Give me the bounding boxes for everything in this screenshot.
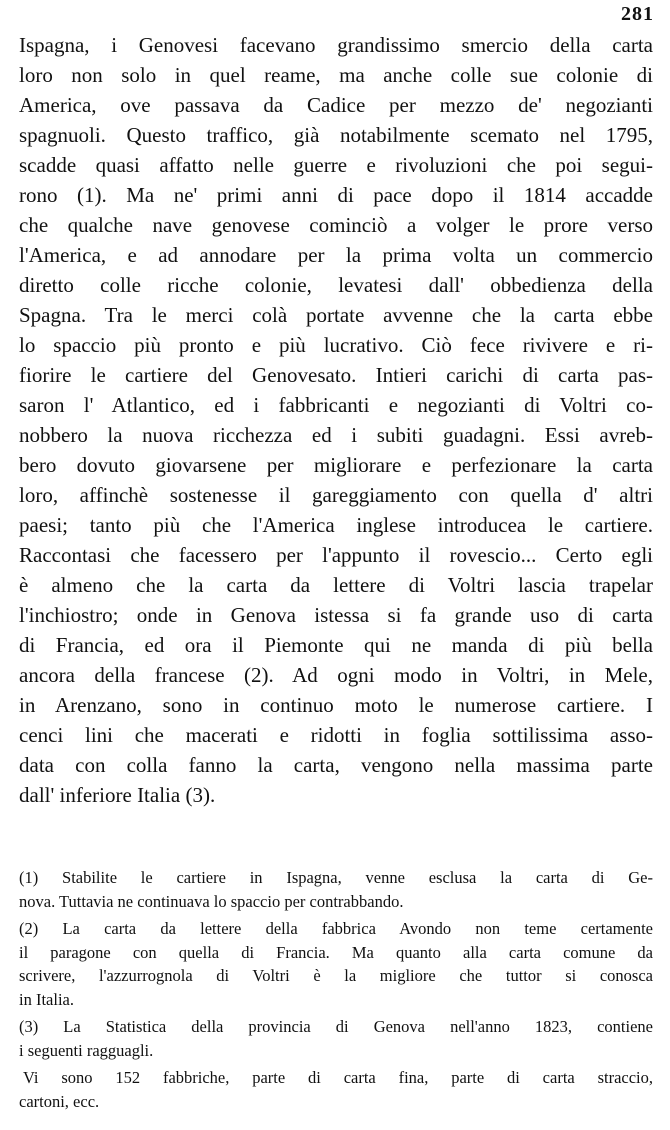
text-line: diretto colle ricche colonie, levatesi dall' obbedienza della: [19, 273, 653, 297]
footnote-3: [19, 1015, 653, 1062]
footnote-line: cartoni, ecc.: [19, 1091, 100, 1111]
text-line: cenci lini che macerati e ridotti in foglia sottilissima asso-: [19, 723, 653, 747]
text-line: scadde quasi affatto nelle guerre e rivoluzioni che poi segui-: [19, 153, 653, 177]
text-line: loro, affinchè sostenesse il gareggiamento con quella d' altri: [19, 483, 653, 507]
footnote-line: nova. Tuttavia ne continuava lo spaccio per contrabbando.: [19, 891, 404, 911]
page-number: 281: [621, 3, 654, 25]
text-line: Ispagna, i Genovesi facevano grandissimo smercio della carta: [19, 33, 653, 57]
text-line: nobbero la nuova ricchezza ed i subiti guadagni. Essi avreb-: [19, 423, 653, 447]
text-line: lo spaccio più pronto e più lucrativo. Ciò fece rivivere e ri-: [19, 333, 653, 357]
text-line: paesi; tanto più che l'America inglese introducea le cartiere.: [19, 513, 653, 537]
footnote-1: [19, 866, 653, 913]
text-line: data con colla fanno la carta, vengono nella massima parte: [19, 753, 653, 777]
footnote-line: scrivere, l'azzurrognola di Voltri è la migliore che tuttor si conosca: [19, 966, 653, 985]
footnotes: [19, 866, 653, 1117]
footnote-line: il paragone con quella di Francia. Ma quanto alla carta comune da: [19, 942, 653, 962]
footnote-line: (2) La carta da lettere della fabbrica Avondo non teme certamente: [19, 919, 653, 938]
text-line: loro non solo in quel reame, ma anche colle sue colonie di: [19, 63, 653, 87]
text-line: l'inchiostro; onde in Genova istessa si fa grande uso di carta: [19, 603, 653, 627]
footnote-line: (3) La Statistica della provincia di Genova nell'anno 1823, contiene: [19, 1017, 653, 1036]
text-line: bero dovuto giovarsene per migliorare e perfezionare la carta: [19, 453, 653, 477]
text-line: Spagna. Tra le merci colà portate avvenne che la carta ebbe: [19, 303, 653, 327]
footnote-line: in Italia.: [19, 989, 74, 1009]
text-line: che qualche nave genovese cominciò a volger le prore verso: [19, 213, 653, 237]
footnote-2: [19, 917, 653, 1011]
main-text: [19, 30, 653, 810]
text-line: America, ove passava da Cadice per mezzo de' negozianti: [19, 93, 653, 117]
text-line: spagnuoli. Questo traffico, già notabilmente scemato nel 1795,: [19, 123, 653, 147]
text-line: saron l' Atlantico, ed i fabbricanti e negozianti di Voltri co-: [19, 393, 653, 417]
text-line: dall' inferiore Italia (3).: [19, 783, 216, 807]
text-line: è almeno che la carta da lettere di Voltri lascia trapelar: [19, 573, 653, 597]
text-line: l'America, e ad annodare per la prima volta un commercio: [19, 243, 653, 267]
footnote-3-continued: [19, 1066, 653, 1113]
text-line: fiorire le cartiere del Genovesato. Intieri carichi di carta pas-: [19, 363, 653, 387]
text-line: Raccontasi che facessero per l'appunto il rovescio... Certo egli: [19, 543, 653, 567]
text-line: rono (1). Ma ne' primi anni di pace dopo il 1814 accadde: [19, 183, 653, 207]
text-line: ancora della francese (2). Ad ogni modo in Voltri, in Mele,: [19, 663, 653, 687]
footnote-line: i seguenti ragguagli.: [19, 1040, 154, 1060]
text-line: di Francia, ed ora il Piemonte qui ne manda di più bella: [19, 633, 653, 657]
footnote-line: (1) Stabilite le cartiere in Ispagna, venne esclusa la carta di Ge-: [19, 868, 653, 887]
text-line: in Arenzano, sono in continuo moto le numerose cartiere. I: [19, 693, 653, 717]
footnote-line: Vi sono 152 fabbriche, parte di carta fina, parte di carta straccio,: [23, 1068, 653, 1087]
